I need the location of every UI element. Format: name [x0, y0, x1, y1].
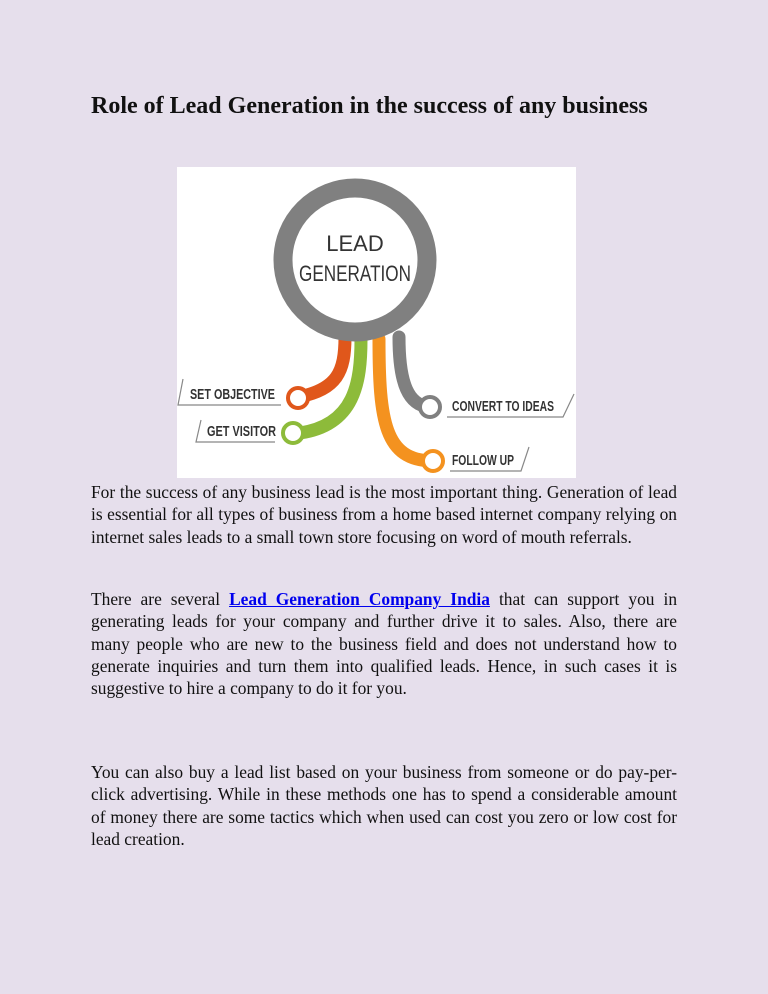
paragraph-2-body: that can support you in generating leads for your company and further drive it to sales. Also, there are many people who are new to the business field and does not understand how to generate inquiries and turn them into qualified leads. Hence, in such cases it is suggestive to hire a company to do it for you. [91, 589, 678, 699]
label-follow-up: FOLLOW UP [452, 453, 515, 469]
paragraph-2 [91, 588, 677, 699]
center-label-line1: LEAD [326, 231, 384, 256]
label-set-objective: SET OBJECTIVE [190, 387, 276, 403]
lead-generation-company-link[interactable]: Lead Generation Company India [229, 589, 490, 609]
paragraph-2-intro: There are several [91, 589, 230, 609]
node-set-objective [288, 388, 308, 408]
page-title: Role of Lead Generation in the success of any business [91, 93, 648, 119]
center-label-line2: GENERATION [299, 261, 411, 286]
center-ring [283, 188, 427, 332]
branch-set-objective [299, 337, 345, 397]
node-get-visitor [283, 423, 303, 443]
label-convert-to-ideas: CONVERT TO IDEAS [452, 399, 555, 415]
paragraph-3: You can also buy a lead list based on your business from someone or do pay-per-click advertising. While in these methods one has to spend a considerable amount of money there are some tactics which when used can cost you zero or low cost for lead creation. [91, 762, 677, 849]
lead-generation-diagram [177, 167, 576, 478]
node-follow-up [423, 451, 443, 471]
paragraph-1: For the success of any business lead is the most important thing. Generation of lead is essential for all types of business from a home based internet company relying on internet sales leads to a small town store focusing on word of mouth referrals. [91, 482, 677, 547]
label-get-visitor: GET VISITOR [207, 424, 277, 440]
node-convert-to-ideas [420, 397, 440, 417]
